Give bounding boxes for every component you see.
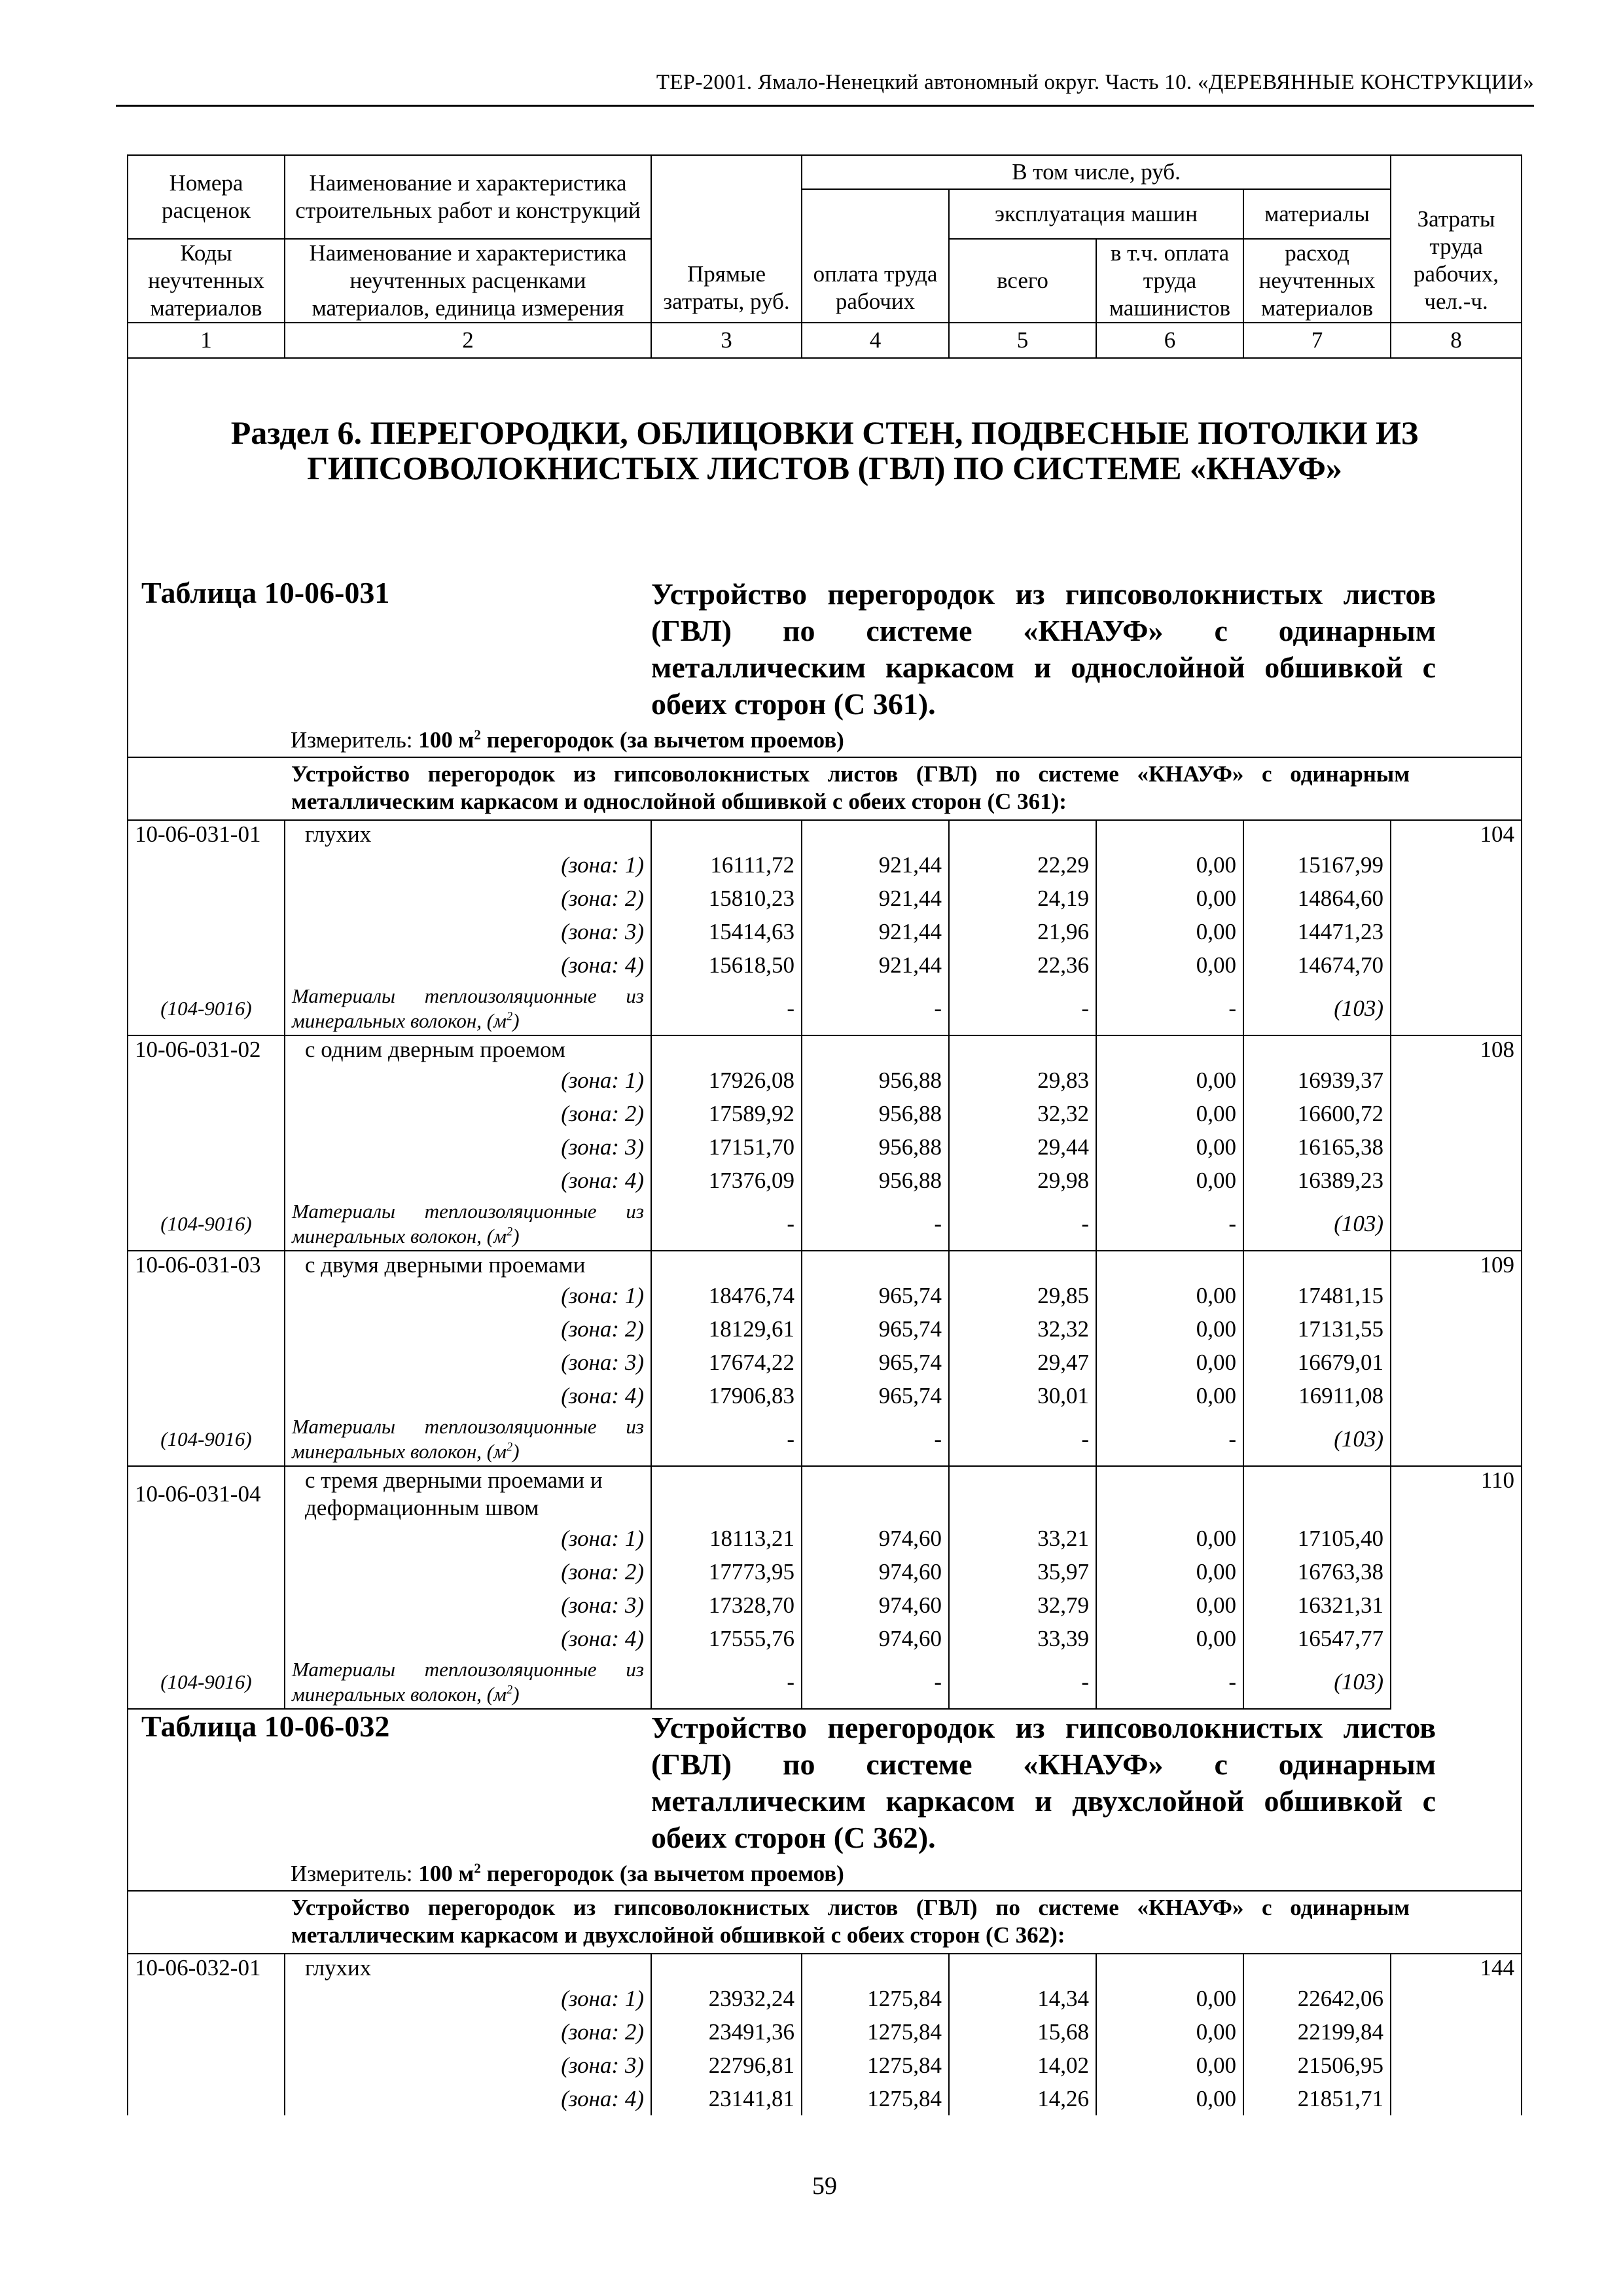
rate-name: с одним дверным проемом: [285, 1035, 651, 1064]
material-row: [128, 1197, 1522, 1251]
material-cost: 16911,08: [1243, 1379, 1391, 1412]
blank-cell: [802, 1954, 949, 1982]
measure-value: 100 м: [418, 1861, 474, 1886]
blank-cell: [1096, 820, 1243, 848]
blank-cell: [128, 948, 285, 982]
material-cost: 16389,23: [1243, 1164, 1391, 1197]
wage-cost: 974,60: [802, 1522, 949, 1555]
zone-label: (зона: 3): [285, 1130, 651, 1164]
zone-label: (зона: 2): [285, 882, 651, 915]
material-name-sup: 2: [506, 1225, 513, 1239]
direct-cost: 23141,81: [651, 2082, 802, 2115]
blank-cell: [949, 1251, 1096, 1279]
measure-line: [128, 1856, 1522, 1891]
direct-cost: 15810,23: [651, 882, 802, 915]
blank-cell: [128, 2049, 285, 2082]
measure-sup: 2: [474, 726, 481, 743]
machinist-wage: 0,00: [1096, 948, 1243, 982]
zone-label: (зона: 3): [285, 1346, 651, 1379]
machinist-wage: 0,00: [1096, 915, 1243, 948]
blank-cell: [128, 1379, 285, 1412]
material-name: [285, 982, 651, 1035]
machine-cost: 21,96: [949, 915, 1096, 948]
header-rule: [116, 105, 1534, 107]
direct-cost: 17926,08: [651, 1064, 802, 1097]
table-row: [128, 882, 1522, 915]
wage-cost: 1275,84: [802, 2015, 949, 2049]
machine-cost: 22,36: [949, 948, 1096, 982]
material-name-text: Материалы теплоизоляционные из минеральных волокон, (м: [292, 1414, 644, 1463]
dash-cell: -: [949, 1655, 1096, 1709]
dash-cell: -: [949, 1197, 1096, 1251]
machine-cost: 14,34: [949, 1982, 1096, 2015]
col2-top-header: Наименование и характеристика строительных работ и конструкций: [285, 155, 651, 239]
zone-label: (зона: 2): [285, 2015, 651, 2049]
machinist-wage: 0,00: [1096, 1555, 1243, 1588]
col-number: 6: [1096, 323, 1243, 358]
material-cost: 17131,55: [1243, 1312, 1391, 1346]
wage-cost: 965,74: [802, 1312, 949, 1346]
measure-sup: 2: [474, 1860, 481, 1876]
machinist-wage: 0,00: [1096, 2049, 1243, 2082]
table-id: Таблица 10-06-032: [128, 1709, 651, 1856]
labor-value: 144: [1391, 1954, 1522, 2115]
table-row: [128, 2015, 1522, 2049]
rate-code: 10-06-031-03: [128, 1251, 285, 1279]
direct-cost: 17555,76: [651, 1622, 802, 1655]
material-qty: (103): [1243, 1655, 1391, 1709]
machine-cost: 32,32: [949, 1312, 1096, 1346]
direct-cost: 17906,83: [651, 1379, 802, 1412]
zone-label: (зона: 1): [285, 848, 651, 882]
material-cost: 14864,60: [1243, 882, 1391, 915]
direct-cost: 18129,61: [651, 1312, 802, 1346]
table-row: [128, 1982, 1522, 2015]
blank-cell: [1243, 1035, 1391, 1064]
dash-cell: -: [1096, 1197, 1243, 1251]
material-cost: 16763,38: [1243, 1555, 1391, 1588]
zone-label: (зона: 4): [285, 1622, 651, 1655]
blank-cell: [128, 1130, 285, 1164]
material-code: (104-9016): [128, 1197, 285, 1251]
machine-cost: 29,44: [949, 1130, 1096, 1164]
zone-label: (зона: 1): [285, 1522, 651, 1555]
col-number: 8: [1391, 323, 1522, 358]
dash-cell: -: [802, 982, 949, 1035]
material-name-text: Материалы теплоизоляционные из минеральных волокон, (м: [292, 984, 644, 1032]
blank-cell: [128, 1279, 285, 1312]
material-name-sup: 2: [506, 1683, 513, 1697]
blank-cell: [128, 757, 285, 820]
material-cost: 21506,95: [1243, 2049, 1391, 2082]
blank-cell: [802, 1035, 949, 1064]
running-header: ТЕР-2001. Ямало-Ненецкий автономный округ. Часть 10. «ДЕРЕВЯННЫЕ КОНСТРУКЦИИ»: [656, 71, 1534, 94]
blank-cell: [651, 1466, 802, 1522]
blank-cell: [128, 1064, 285, 1097]
machinist-wage: 0,00: [1096, 1522, 1243, 1555]
machinist-wage: 0,00: [1096, 1064, 1243, 1097]
blank-cell: [802, 1251, 949, 1279]
blank-cell: [1096, 1251, 1243, 1279]
measure-text: [128, 1857, 1521, 1890]
wage-cost: 965,74: [802, 1379, 949, 1412]
material-cost: 17481,15: [1243, 1279, 1391, 1312]
col-number: 2: [285, 323, 651, 358]
wage-cost: 974,60: [802, 1622, 949, 1655]
material-cost: 14471,23: [1243, 915, 1391, 948]
blank-cell: [949, 1954, 1096, 1982]
dash-cell: -: [651, 982, 802, 1035]
blank-cell: [128, 1312, 285, 1346]
blank-cell: [949, 1035, 1096, 1064]
blank-cell: [128, 1346, 285, 1379]
dash-cell: -: [651, 1655, 802, 1709]
blank-cell: [128, 1555, 285, 1588]
wage-cost: 974,60: [802, 1588, 949, 1622]
machinist-wage: 0,00: [1096, 1982, 1243, 2015]
material-qty: (103): [1243, 1412, 1391, 1466]
zone-label: (зона: 2): [285, 1097, 651, 1130]
table-row: [128, 1622, 1522, 1655]
col8-header: Затраты труда рабочих, чел.-ч.: [1391, 155, 1522, 323]
material-name: [285, 1655, 651, 1709]
rate-table: [127, 154, 1522, 2115]
machine-cost: 30,01: [949, 1379, 1096, 1412]
machine-cost: 15,68: [949, 2015, 1096, 2049]
machine-cost: 29,47: [949, 1346, 1096, 1379]
wage-cost: 956,88: [802, 1130, 949, 1164]
material-row: [128, 1412, 1522, 1466]
wage-cost: 921,44: [802, 948, 949, 982]
materials-header: материалы: [1243, 189, 1391, 239]
col-number: 7: [1243, 323, 1391, 358]
machine-cost: 14,26: [949, 2082, 1096, 2115]
zone-label: (зона: 1): [285, 1982, 651, 2015]
machinist-wage: 0,00: [1096, 1097, 1243, 1130]
material-cost: 16600,72: [1243, 1097, 1391, 1130]
material-code: (104-9016): [128, 1655, 285, 1709]
machinist-wage: 0,00: [1096, 848, 1243, 882]
machinist-wage: 0,00: [1096, 882, 1243, 915]
blank-cell: [651, 1035, 802, 1064]
dash-cell: -: [949, 1412, 1096, 1466]
blank-cell: [128, 2015, 285, 2049]
measure-text: [128, 724, 1521, 757]
direct-cost: 23932,24: [651, 1982, 802, 2015]
blank-cell: [1096, 1466, 1243, 1522]
col3-header: Прямые затраты, руб.: [651, 155, 802, 323]
zone-label: (зона: 4): [285, 2082, 651, 2115]
machine-cost: 35,97: [949, 1555, 1096, 1588]
labor-value: 109: [1391, 1251, 1522, 1466]
wage-cost: 1275,84: [802, 2082, 949, 2115]
material-name-end: ): [512, 1224, 520, 1247]
measure-prefix: Измеритель:: [291, 1861, 413, 1886]
table-row: [128, 2049, 1522, 2082]
labor-value: 104: [1391, 820, 1522, 1035]
machinist-wage: 0,00: [1096, 1312, 1243, 1346]
dash-cell: -: [802, 1197, 949, 1251]
direct-cost: 17589,92: [651, 1097, 802, 1130]
section-title: Раздел 6. ПЕРЕГОРОДКИ, ОБЛИЦОВКИ СТЕН, ПОДВЕСНЫЕ ПОТОЛКИ ИЗ ГИПСОВОЛОКНИСТЫХ ЛИСТОВ (ГВЛ) ПО СИСТЕМЕ «КНАУФ»: [128, 358, 1522, 576]
direct-cost: 15414,63: [651, 915, 802, 948]
machinist-wage: 0,00: [1096, 1346, 1243, 1379]
blank-cell: [128, 1588, 285, 1622]
blank-cell: [128, 1891, 285, 1954]
blank-cell: [1243, 820, 1391, 848]
table-row: [128, 1522, 1522, 1555]
blank-cell: [128, 915, 285, 948]
machine-cost: 14,02: [949, 2049, 1096, 2082]
col1-top-header: Номера расценок: [128, 155, 285, 239]
material-name-sup: 2: [506, 1440, 513, 1454]
machinist-wage: 0,00: [1096, 2015, 1243, 2049]
work-title: Устройство перегородок из гипсоволокнистых листов (ГВЛ) по системе «КНАУФ» с одинарным металлическим каркасом и однослойной обшивкой с обеих сторон (С 361):: [285, 757, 1522, 820]
blank-cell: [651, 1251, 802, 1279]
zone-label: (зона: 3): [285, 1588, 651, 1622]
direct-cost: 17674,22: [651, 1346, 802, 1379]
material-qty: (103): [1243, 1197, 1391, 1251]
blank-cell: [651, 1954, 802, 1982]
material-cost: 22199,84: [1243, 2015, 1391, 2049]
material-qty: (103): [1243, 982, 1391, 1035]
machine-cost: 29,98: [949, 1164, 1096, 1197]
table-row: [128, 1346, 1522, 1379]
blank-cell: [949, 1466, 1096, 1522]
blank-cell: [949, 820, 1096, 848]
rate-name: глухих: [285, 820, 651, 848]
blank-cell: [651, 820, 802, 848]
rate-name: с тремя дверными проемами и деформационным швом: [285, 1466, 651, 1522]
table-title: Устройство перегородок из гипсоволокнистых листов (ГВЛ) по системе «КНАУФ» с одинарным металлическим каркасом и однослойной обшивкой с обеих сторон (С 361).: [651, 576, 1522, 723]
table-row: [128, 1555, 1522, 1588]
direct-cost: 18113,21: [651, 1522, 802, 1555]
machinist-wage: 0,00: [1096, 1164, 1243, 1197]
wage-cost: 1275,84: [802, 1982, 949, 2015]
direct-cost: 17328,70: [651, 1588, 802, 1622]
wage-cost: 956,88: [802, 1097, 949, 1130]
blank-cell: [128, 1522, 285, 1555]
blank-cell: [128, 882, 285, 915]
direct-cost: 17773,95: [651, 1555, 802, 1588]
col-number: 1: [128, 323, 285, 358]
table-row: [128, 1379, 1522, 1412]
blank-cell: [1096, 1035, 1243, 1064]
blank-cell: [1243, 1251, 1391, 1279]
wage-cost: 974,60: [802, 1555, 949, 1588]
machinist-wage: 0,00: [1096, 1379, 1243, 1412]
rate-code: 10-06-031-02: [128, 1035, 285, 1064]
blank-cell: [128, 1164, 285, 1197]
zone-label: (зона: 1): [285, 1279, 651, 1312]
material-cost: 16939,37: [1243, 1064, 1391, 1097]
table-row: [128, 1588, 1522, 1622]
material-row: [128, 982, 1522, 1035]
dash-cell: -: [1096, 982, 1243, 1035]
wage-cost: 921,44: [802, 848, 949, 882]
col-number: 4: [802, 323, 949, 358]
machinist-wage: 0,00: [1096, 1622, 1243, 1655]
dash-cell: -: [1096, 1655, 1243, 1709]
direct-cost: 22796,81: [651, 2049, 802, 2082]
measure-prefix: Измеритель:: [291, 727, 413, 753]
machine-cost: 24,19: [949, 882, 1096, 915]
table-row: [128, 1130, 1522, 1164]
wage-cost: 921,44: [802, 882, 949, 915]
col4-header: оплата труда рабочих: [802, 189, 949, 323]
dash-cell: -: [651, 1197, 802, 1251]
material-cost: 15167,99: [1243, 848, 1391, 882]
direct-cost: 16111,72: [651, 848, 802, 882]
table-row: [128, 1097, 1522, 1130]
labor-value: 110: [1391, 1466, 1522, 1709]
material-cost: 17105,40: [1243, 1522, 1391, 1555]
direct-cost: 23491,36: [651, 2015, 802, 2049]
rate-code: 10-06-031-04: [128, 1466, 285, 1522]
direct-cost: 18476,74: [651, 1279, 802, 1312]
col1-bottom-header: Коды неучтенных материалов: [128, 239, 285, 323]
col-number: 5: [949, 323, 1096, 358]
machine-cost: 33,21: [949, 1522, 1096, 1555]
machinist-wage: 0,00: [1096, 1130, 1243, 1164]
col-number: 3: [651, 323, 802, 358]
blank-cell: [802, 1466, 949, 1522]
machinist-wage: 0,00: [1096, 2082, 1243, 2115]
measure-suffix: перегородок (за вычетом проемов): [486, 727, 844, 753]
dash-cell: -: [1096, 1412, 1243, 1466]
material-cost: 16547,77: [1243, 1622, 1391, 1655]
direct-cost: 15618,50: [651, 948, 802, 982]
measure-value: 100 м: [418, 727, 474, 753]
zone-label: (зона: 2): [285, 1312, 651, 1346]
material-name: [285, 1412, 651, 1466]
material-name-sup: 2: [506, 1009, 513, 1024]
blank-cell: [1243, 1466, 1391, 1522]
labor-value: 108: [1391, 1035, 1522, 1251]
blank-cell: [128, 1097, 285, 1130]
col2-bottom-header: Наименование и характеристика неучтенных расценками материалов, единица измерения: [285, 239, 651, 323]
dash-cell: -: [802, 1655, 949, 1709]
table-id: Таблица 10-06-031: [128, 576, 651, 723]
table-row: [128, 1064, 1522, 1097]
machine-cost: 33,39: [949, 1622, 1096, 1655]
wage-cost: 921,44: [802, 915, 949, 948]
col5-header: всего: [949, 239, 1096, 323]
direct-cost: 17376,09: [651, 1164, 802, 1197]
material-code: (104-9016): [128, 1412, 285, 1466]
zone-label: (зона: 1): [285, 1064, 651, 1097]
wage-cost: 956,88: [802, 1064, 949, 1097]
blank-cell: [128, 1982, 285, 2015]
wage-cost: 1275,84: [802, 2049, 949, 2082]
wage-cost: 965,74: [802, 1346, 949, 1379]
zone-label: (зона: 3): [285, 2049, 651, 2082]
machine-cost: 22,29: [949, 848, 1096, 882]
material-name-end: ): [512, 1682, 520, 1706]
wage-cost: 956,88: [802, 1164, 949, 1197]
work-title: Устройство перегородок из гипсоволокнистых листов (ГВЛ) по системе «КНАУФ» с одинарным металлическим каркасом и двухслойной обшивкой с обеих сторон (С 362):: [285, 1891, 1522, 1954]
col7-header: расход неучтенных материалов: [1243, 239, 1391, 323]
material-name: [285, 1197, 651, 1251]
machinist-wage: 0,00: [1096, 1279, 1243, 1312]
blank-cell: [128, 848, 285, 882]
material-cost: 21851,71: [1243, 2082, 1391, 2115]
rate-code: 10-06-032-01: [128, 1954, 285, 1982]
machine-cost: 29,83: [949, 1064, 1096, 1097]
zone-label: (зона: 4): [285, 1164, 651, 1197]
machine-cost: 29,85: [949, 1279, 1096, 1312]
blank-cell: [1243, 1954, 1391, 1982]
blank-cell: [802, 820, 949, 848]
page-number: 59: [812, 2172, 837, 2200]
rate-name: глухих: [285, 1954, 651, 1982]
blank-cell: [1096, 1954, 1243, 1982]
table-row: [128, 848, 1522, 882]
dash-cell: -: [949, 982, 1096, 1035]
table-row: [128, 1164, 1522, 1197]
material-cost: 16165,38: [1243, 1130, 1391, 1164]
material-cost: 22642,06: [1243, 1982, 1391, 2015]
machinist-wage: 0,00: [1096, 1588, 1243, 1622]
wage-cost: 965,74: [802, 1279, 949, 1312]
measure-suffix: перегородок (за вычетом проемов): [486, 1861, 844, 1886]
rate-code: 10-06-031-01: [128, 820, 285, 848]
measure-line: [128, 723, 1522, 757]
machine-cost: 32,32: [949, 1097, 1096, 1130]
dash-cell: -: [802, 1412, 949, 1466]
table-row: [128, 2082, 1522, 2115]
table-row: [128, 1279, 1522, 1312]
blank-cell: [128, 2082, 285, 2115]
material-name-text: Материалы теплоизоляционные из минеральных волокон, (м: [292, 1657, 644, 1706]
col6-header: в т.ч. оплата труда машинистов: [1096, 239, 1243, 323]
material-cost: 16679,01: [1243, 1346, 1391, 1379]
material-cost: 14674,70: [1243, 948, 1391, 982]
zone-label: (зона: 4): [285, 948, 651, 982]
dash-cell: -: [651, 1412, 802, 1466]
material-name-end: ): [512, 1439, 520, 1463]
direct-cost: 17151,70: [651, 1130, 802, 1164]
material-cost: 16321,31: [1243, 1588, 1391, 1622]
material-name-end: ): [512, 1009, 520, 1032]
zone-label: (зона: 2): [285, 1555, 651, 1588]
table-title: Устройство перегородок из гипсоволокнистых листов (ГВЛ) по системе «КНАУФ» с одинарным металлическим каркасом и двухслойной обшивкой с обеих сторон (С 362).: [651, 1709, 1522, 1856]
table-row: [128, 1312, 1522, 1346]
rate-name: с двумя дверными проемами: [285, 1251, 651, 1279]
material-name-text: Материалы теплоизоляционные из минеральных волокон, (м: [292, 1199, 644, 1247]
table-row: [128, 948, 1522, 982]
material-row: [128, 1655, 1522, 1709]
incl-header: В том числе, руб.: [802, 155, 1391, 189]
machines-header: эксплуатация машин: [949, 189, 1243, 239]
material-code: (104-9016): [128, 982, 285, 1035]
machine-cost: 32,79: [949, 1588, 1096, 1622]
zone-label: (зона: 4): [285, 1379, 651, 1412]
blank-cell: [128, 1622, 285, 1655]
zone-label: (зона: 3): [285, 915, 651, 948]
table-row: [128, 915, 1522, 948]
